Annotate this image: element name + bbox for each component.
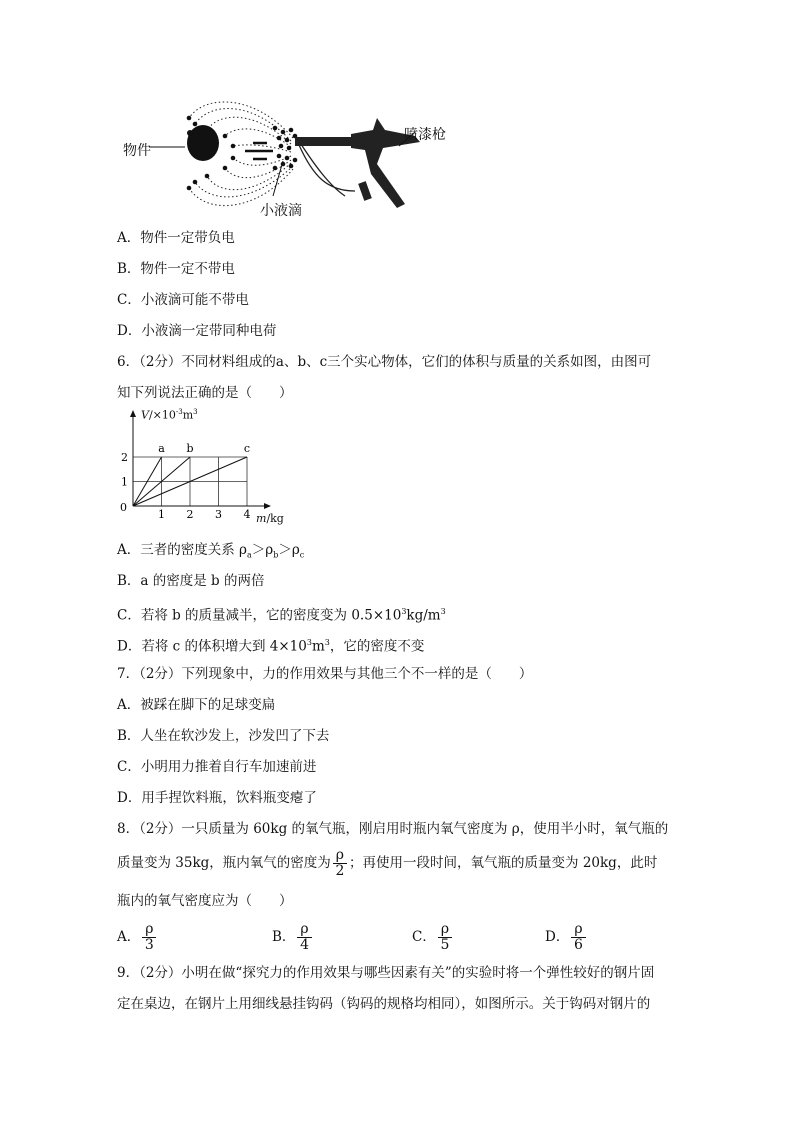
y-tick-label: 1 bbox=[121, 475, 128, 489]
x-tick-label: 3 bbox=[215, 508, 222, 521]
q7-option-a: A．被踩在脚下的足球变扁 bbox=[117, 697, 276, 713]
series-label-b: b bbox=[186, 442, 194, 455]
q6-option-a: A．三者的密度关系 $\rho_a>\rho_b>\rho_c$ bbox=[117, 542, 305, 560]
q8-stem-line2: 质量变为 35kg，瓶内氧气的密度为 $\frac{\rho}{2}$ ；再使用一段时间，氧气瓶的质量变为 20kg，此时 bbox=[117, 847, 658, 879]
label-droplet: 小液滴 bbox=[260, 203, 302, 219]
q5-option-a: A．物件一定带负电 bbox=[117, 230, 235, 246]
q8-stem-line1: 8．（2分）一只质量为 60kg 的氧气瓶，刚启用时瓶内氧气密度为 ρ，使用半小时，氧气瓶的 bbox=[117, 821, 669, 837]
y-tick-label: 2 bbox=[121, 451, 128, 464]
rho-over-2-fraction: $\frac{\rho}{2}$ bbox=[333, 848, 347, 879]
q6-stem-line2: 知下列说法正确的是（ ） bbox=[117, 385, 293, 401]
q8-stem-line3: 瓶内的氧气密度应为（ ） bbox=[117, 893, 293, 909]
series-label-a: a bbox=[158, 442, 165, 455]
q7-option-d: D．用手捏饮料瓶，饮料瓶变瘪了 bbox=[117, 790, 317, 806]
x-axis-arrow bbox=[264, 503, 271, 509]
q7-option-b: B．人坐在软沙发上，沙发凹了下去 bbox=[117, 728, 330, 744]
chart-x-axis-label: m/kg bbox=[256, 512, 284, 525]
label-object: 物件 bbox=[123, 143, 151, 159]
origin-label: 0 bbox=[120, 501, 127, 514]
x-tick-label: 2 bbox=[186, 508, 194, 521]
x-tick-label: 4 bbox=[243, 508, 251, 521]
chart-y-axis-label: $V/\times 10^{-3}m^3$ bbox=[141, 408, 198, 422]
q9-stem-line1: 9．（2分）小明在做“探究力的作用效果与哪些因素有关”的实验时将一个弹性较好的钢片固 bbox=[117, 965, 655, 981]
q8-option-a: A． $\frac{\rho}{3}$ bbox=[117, 920, 158, 954]
q7-option-c: C．小明用力推着自行车加速前进 bbox=[117, 759, 317, 775]
q8-option-c: C． $\frac{\rho}{5}$ bbox=[412, 920, 454, 954]
q6-option-d: D．若将 c 的体积增大到 $4\times 10^3m^3$，它的密度不变 bbox=[117, 638, 425, 655]
q6-stem-line1: 6．（2分）不同材料组成的a、b、c三个实心物体，它们的体积与质量的关系如图，由图可 bbox=[117, 354, 652, 370]
q8-option-b: B． $\frac{\rho}{4}$ bbox=[272, 920, 314, 954]
q7-stem: 7．（2分）下列现象中，力的作用效果与其他三个不一样的是（ ） bbox=[117, 666, 533, 682]
label-spray-gun: 喷漆枪 bbox=[404, 127, 446, 143]
q6-option-b: B．a 的密度是 b 的两倍 bbox=[117, 573, 265, 589]
y-axis-arrow bbox=[130, 410, 136, 417]
q8-option-d: D． $\frac{\rho}{6}$ bbox=[545, 920, 588, 954]
q5-option-d: D．小液滴一定带同种电荷 bbox=[117, 323, 277, 339]
q5-option-b: B．物件一定不带电 bbox=[117, 261, 235, 277]
q5-option-c: C．小液滴可能不带电 bbox=[117, 292, 249, 308]
series-label-c: c bbox=[243, 442, 251, 455]
q9-stem-line2: 定在桌边，在钢片上用细线悬挂钩码（钩码的规格均相同），如图所示。关于钩码对钢片的 bbox=[117, 996, 651, 1012]
object-ball bbox=[187, 125, 219, 161]
x-tick-label: 1 bbox=[158, 508, 165, 521]
q6-option-c: C．若将 b 的质量减半，它的密度变为 $0.5\times 10^3kg/m^3$ bbox=[117, 607, 446, 624]
